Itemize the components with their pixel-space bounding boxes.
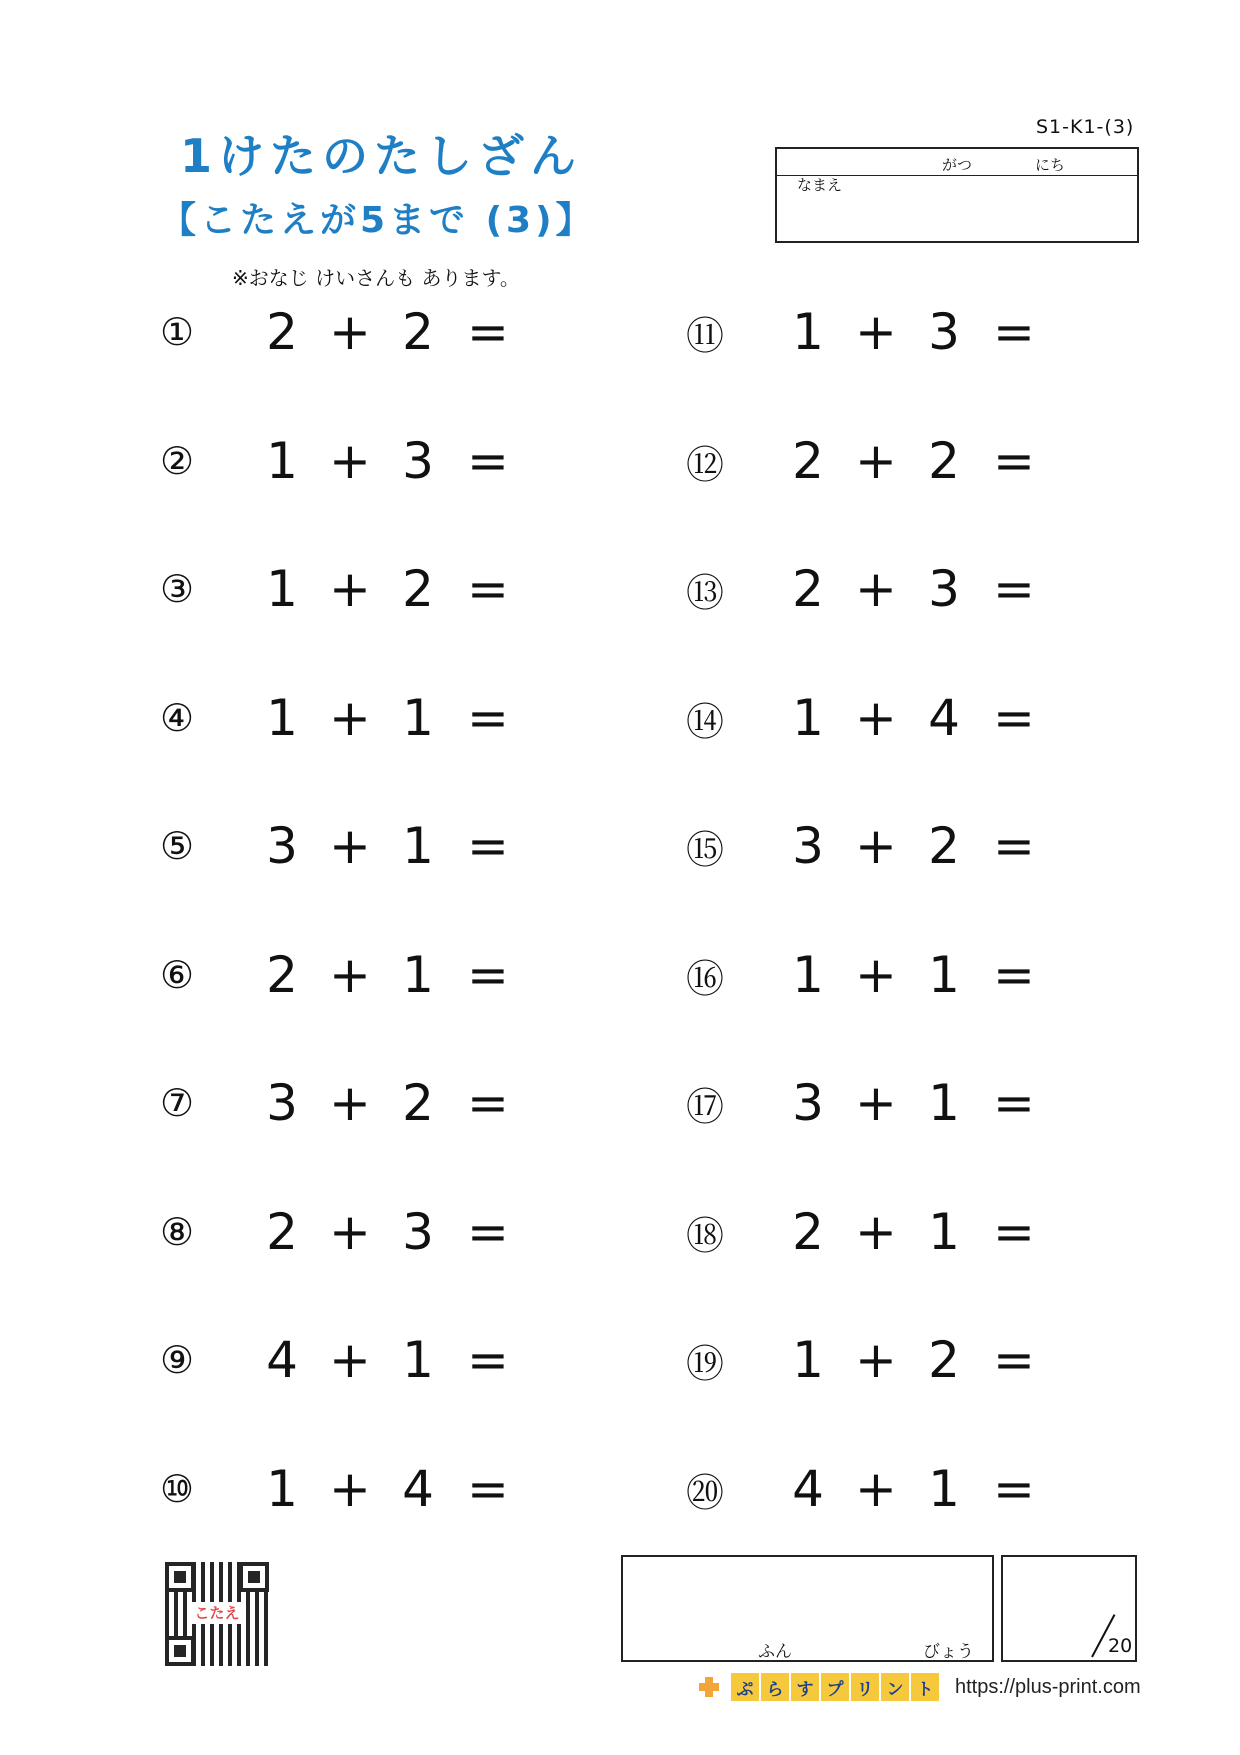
problem-number: ④ bbox=[160, 696, 195, 740]
problem-number: ① bbox=[160, 310, 195, 354]
operand-a: 3 bbox=[792, 817, 824, 875]
equals-sign: = bbox=[467, 1074, 509, 1132]
problem-number: ⑮ bbox=[686, 827, 725, 872]
operand-b: 3 bbox=[402, 432, 434, 490]
equals-sign: = bbox=[467, 1331, 509, 1389]
operand-b: 3 bbox=[928, 560, 960, 618]
operand-b: 2 bbox=[928, 432, 960, 490]
qr-finder-bottom-left bbox=[165, 1636, 195, 1666]
operand-a: 3 bbox=[266, 817, 298, 875]
operand-a: 1 bbox=[266, 560, 298, 618]
operand-b: 1 bbox=[928, 946, 960, 1004]
operand-b: 3 bbox=[928, 303, 960, 361]
qr-answer-label: こたえ bbox=[191, 1602, 243, 1624]
problem-expression bbox=[252, 1460, 528, 1518]
plus-operator: + bbox=[329, 1460, 371, 1518]
problem-expression bbox=[778, 1203, 1054, 1261]
problem-number: ⑬ bbox=[686, 570, 725, 615]
operand-b: 2 bbox=[402, 1074, 434, 1132]
time-box[interactable] bbox=[621, 1555, 994, 1662]
problem-expression bbox=[252, 303, 528, 361]
equals-sign: = bbox=[467, 946, 509, 1004]
problem-number: ⑥ bbox=[160, 953, 195, 997]
plus-operator: + bbox=[855, 1460, 897, 1518]
minutes-label: ふん bbox=[758, 1642, 792, 1662]
problem-number: ⑫ bbox=[686, 442, 725, 487]
problem-item bbox=[686, 1071, 1106, 1135]
plus-operator: + bbox=[329, 560, 371, 618]
equals-sign: = bbox=[993, 1460, 1035, 1518]
qr-code-icon[interactable] bbox=[165, 1562, 269, 1666]
problem-item bbox=[160, 1457, 580, 1521]
problem-item bbox=[160, 1071, 580, 1135]
plus-print-logo-icon bbox=[697, 1675, 721, 1699]
problem-expression bbox=[778, 1074, 1054, 1132]
worksheet-subtitle: 【こたえが5まで (3)】 bbox=[160, 200, 596, 241]
problem-number: ⑩ bbox=[160, 1467, 195, 1511]
plus-operator: + bbox=[855, 303, 897, 361]
problem-number: ⑱ bbox=[686, 1213, 725, 1258]
problem-expression bbox=[252, 689, 528, 747]
operand-b: 1 bbox=[928, 1203, 960, 1261]
equals-sign: = bbox=[993, 689, 1035, 747]
score-total: 20 bbox=[1108, 1635, 1133, 1657]
brand-tile: リ bbox=[851, 1673, 879, 1701]
plus-operator: + bbox=[855, 1203, 897, 1261]
operand-a: 1 bbox=[792, 689, 824, 747]
problem-item bbox=[160, 686, 580, 750]
problem-expression bbox=[778, 560, 1054, 618]
plus-operator: + bbox=[855, 1331, 897, 1389]
operand-b: 2 bbox=[402, 303, 434, 361]
brand-tile: ぷ bbox=[731, 1673, 759, 1701]
equals-sign: = bbox=[467, 817, 509, 875]
plus-operator: + bbox=[329, 1203, 371, 1261]
problem-expression bbox=[778, 689, 1054, 747]
problem-item bbox=[686, 1457, 1106, 1521]
problem-expression bbox=[252, 560, 528, 618]
operand-a: 3 bbox=[266, 1074, 298, 1132]
problem-expression bbox=[778, 1331, 1054, 1389]
operand-a: 2 bbox=[792, 560, 824, 618]
problem-number: ⑨ bbox=[160, 1338, 195, 1382]
problem-expression bbox=[252, 1074, 528, 1132]
problem-item bbox=[686, 300, 1106, 364]
problem-number: ⑲ bbox=[686, 1341, 725, 1386]
instruction-note: ※おなじ けいさんも あります。 bbox=[232, 266, 520, 290]
operand-b: 2 bbox=[402, 560, 434, 618]
operand-a: 2 bbox=[266, 303, 298, 361]
brand-tile: ら bbox=[761, 1673, 789, 1701]
operand-b: 1 bbox=[402, 817, 434, 875]
qr-finder-top-left bbox=[165, 1562, 195, 1592]
worksheet-title: 1けたのたしざん bbox=[180, 129, 583, 183]
qr-pattern bbox=[165, 1562, 269, 1666]
problem-expression bbox=[778, 946, 1054, 1004]
equals-sign: = bbox=[993, 1331, 1035, 1389]
equals-sign: = bbox=[467, 560, 509, 618]
problem-item bbox=[686, 1200, 1106, 1264]
problem-item bbox=[686, 1328, 1106, 1392]
operand-b: 3 bbox=[402, 1203, 434, 1261]
problem-item bbox=[160, 300, 580, 364]
problem-item bbox=[686, 429, 1106, 493]
brand-footer bbox=[697, 1673, 1141, 1701]
equals-sign: = bbox=[467, 432, 509, 490]
equals-sign: = bbox=[993, 303, 1035, 361]
brand-tile: ト bbox=[911, 1673, 939, 1701]
problem-expression bbox=[778, 303, 1054, 361]
problem-item bbox=[686, 814, 1106, 878]
problem-item bbox=[160, 1328, 580, 1392]
plus-operator: + bbox=[329, 1074, 371, 1132]
problem-item bbox=[160, 1200, 580, 1264]
operand-a: 4 bbox=[792, 1460, 824, 1518]
problem-expression bbox=[252, 817, 528, 875]
operand-a: 4 bbox=[266, 1331, 298, 1389]
problem-item bbox=[160, 814, 580, 878]
plus-operator: + bbox=[855, 560, 897, 618]
plus-operator: + bbox=[855, 689, 897, 747]
operand-a: 1 bbox=[792, 303, 824, 361]
day-label: にち bbox=[1035, 156, 1066, 174]
operand-b: 4 bbox=[928, 689, 960, 747]
problem-number: ② bbox=[160, 439, 195, 483]
plus-operator: + bbox=[329, 689, 371, 747]
operand-a: 2 bbox=[792, 432, 824, 490]
plus-operator: + bbox=[329, 1331, 371, 1389]
problem-item bbox=[160, 429, 580, 493]
operand-b: 1 bbox=[402, 1331, 434, 1389]
operand-a: 1 bbox=[792, 946, 824, 1004]
operand-a: 2 bbox=[266, 946, 298, 1004]
plus-operator: + bbox=[329, 432, 371, 490]
name-date-box[interactable] bbox=[775, 147, 1139, 243]
worksheet-code: S1-K1-(3) bbox=[1036, 116, 1135, 138]
problem-item bbox=[686, 686, 1106, 750]
brand-tile: ン bbox=[881, 1673, 909, 1701]
brand-url-link[interactable]: https://plus-print.com bbox=[955, 1675, 1141, 1698]
operand-b: 1 bbox=[402, 946, 434, 1004]
problem-item bbox=[160, 943, 580, 1007]
problem-expression bbox=[778, 432, 1054, 490]
problem-number: ⑯ bbox=[686, 956, 725, 1001]
operand-a: 2 bbox=[266, 1203, 298, 1261]
plus-operator: + bbox=[855, 946, 897, 1004]
problem-number: ⑤ bbox=[160, 824, 195, 868]
equals-sign: = bbox=[467, 303, 509, 361]
problem-expression bbox=[252, 946, 528, 1004]
problem-expression bbox=[252, 1203, 528, 1261]
operand-a: 3 bbox=[792, 1074, 824, 1132]
equals-sign: = bbox=[993, 1074, 1035, 1132]
problem-item bbox=[160, 557, 580, 621]
problem-expression bbox=[252, 432, 528, 490]
operand-a: 1 bbox=[266, 1460, 298, 1518]
operand-b: 1 bbox=[928, 1074, 960, 1132]
plus-operator: + bbox=[329, 817, 371, 875]
operand-a: 1 bbox=[266, 432, 298, 490]
equals-sign: = bbox=[467, 1460, 509, 1518]
operand-b: 1 bbox=[928, 1460, 960, 1518]
problem-number: ⑭ bbox=[686, 699, 725, 744]
month-label: がつ bbox=[942, 156, 973, 174]
operand-b: 4 bbox=[402, 1460, 434, 1518]
equals-sign: = bbox=[467, 689, 509, 747]
equals-sign: = bbox=[993, 1203, 1035, 1261]
problem-expression bbox=[778, 817, 1054, 875]
plus-operator: + bbox=[329, 303, 371, 361]
plus-operator: + bbox=[329, 946, 371, 1004]
equals-sign: = bbox=[993, 817, 1035, 875]
problem-expression bbox=[778, 1460, 1054, 1518]
equals-sign: = bbox=[993, 560, 1035, 618]
operand-b: 1 bbox=[402, 689, 434, 747]
plus-operator: + bbox=[855, 432, 897, 490]
operand-b: 2 bbox=[928, 1331, 960, 1389]
seconds-label: びょう bbox=[923, 1642, 974, 1662]
problem-number: ⑪ bbox=[686, 313, 725, 358]
equals-sign: = bbox=[993, 432, 1035, 490]
operand-b: 2 bbox=[928, 817, 960, 875]
brand-tile: プ bbox=[821, 1673, 849, 1701]
equals-sign: = bbox=[993, 946, 1035, 1004]
operand-a: 1 bbox=[266, 689, 298, 747]
equals-sign: = bbox=[467, 1203, 509, 1261]
problem-item bbox=[686, 557, 1106, 621]
plus-operator: + bbox=[855, 1074, 897, 1132]
problem-number: ⑰ bbox=[686, 1084, 725, 1129]
score-box[interactable] bbox=[1001, 1555, 1137, 1662]
problem-item bbox=[686, 943, 1106, 1007]
brand-tile: す bbox=[791, 1673, 819, 1701]
name-label: なまえ bbox=[797, 176, 843, 194]
operand-a: 1 bbox=[792, 1331, 824, 1389]
qr-finder-top-right bbox=[239, 1562, 269, 1592]
problem-expression bbox=[252, 1331, 528, 1389]
plus-operator: + bbox=[855, 817, 897, 875]
operand-a: 2 bbox=[792, 1203, 824, 1261]
date-row bbox=[777, 149, 1137, 176]
problem-number: ⑳ bbox=[686, 1470, 725, 1515]
problem-number: ⑦ bbox=[160, 1081, 195, 1125]
problem-number: ⑧ bbox=[160, 1210, 195, 1254]
problem-number: ③ bbox=[160, 567, 195, 611]
